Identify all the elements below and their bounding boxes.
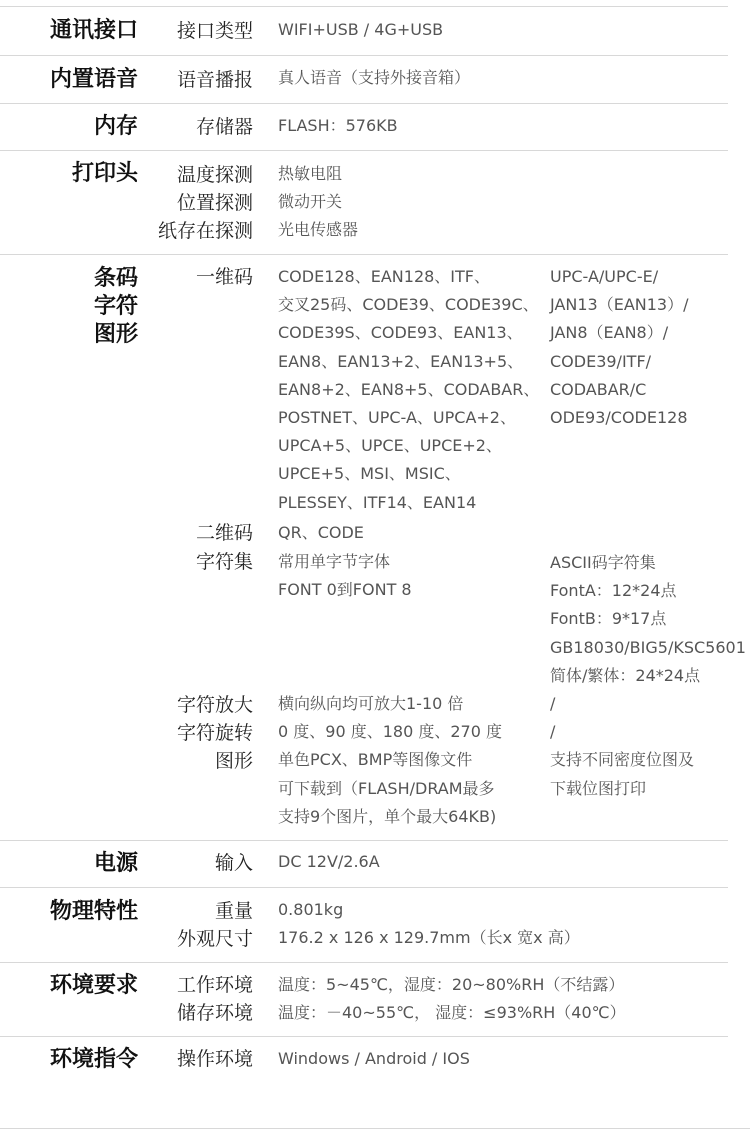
spec-value: CODE128、EAN128、ITF、 <box>278 267 490 286</box>
row-divider <box>0 1036 728 1037</box>
label-char-rotate: 字符旋转 <box>176 722 253 744</box>
spec-value: 交叉25码、CODE39、CODE39C、 <box>278 295 539 315</box>
values-physical <box>278 896 580 952</box>
values2-char-scale-rotate-graphic <box>550 690 694 803</box>
label-operating-env: 工作环境 <box>176 974 253 996</box>
spec-value: JAN8（EAN8）/ <box>550 323 669 343</box>
category-line: 字符 <box>93 294 138 319</box>
spec-value: 支持不同密度位图及 <box>550 750 695 770</box>
spec-value: CODE39S、CODE93、EAN13、 <box>278 323 523 343</box>
values2-1d-barcode <box>550 263 689 432</box>
spec-value: FLASH：576KB <box>278 116 398 135</box>
row-divider <box>0 150 728 151</box>
value-paper-detect: 光电传感器 <box>278 220 359 240</box>
label-position-detect: 位置探测 <box>176 192 253 214</box>
value-char-scale: 横向纵向均可放大1-10 倍 <box>278 694 464 713</box>
category-communication <box>50 17 138 45</box>
spec-label: 语音播报 <box>176 69 253 91</box>
value-weight: 0.801kg <box>278 900 344 919</box>
value-storage-env: 温度：－40~55℃， 湿度：≤93%RH（40℃） <box>278 1003 626 1023</box>
bottom-divider <box>0 1128 750 1129</box>
row-divider <box>0 254 728 255</box>
spec-label: 一维码 <box>195 266 253 288</box>
value-char-rotate: 0 度、90 度、180 度、270 度 <box>278 722 502 742</box>
category-memory <box>94 113 138 141</box>
label-graphic: 图形 <box>214 750 253 772</box>
spec-label: 输入 <box>214 852 253 874</box>
spec-value: 真人语音（支持外接音箱） <box>278 68 471 87</box>
category-environment <box>50 972 138 1000</box>
spec-label: 字符集 <box>195 551 253 573</box>
category-line: 条码 <box>93 266 138 291</box>
label-weight: 重量 <box>214 900 253 922</box>
value-power-input <box>278 848 380 876</box>
label-storage <box>196 113 253 141</box>
spec-value: UPC-A/UPC-E/ <box>550 267 659 286</box>
value-voice-broadcast <box>278 64 470 92</box>
category-line: 电源 <box>93 851 138 876</box>
label-power-input <box>215 849 253 877</box>
spec-value: FONT 0到FONT 8 <box>278 580 412 600</box>
value-position-detect: 微动开关 <box>278 192 343 212</box>
label-paper-detect: 纸存在探测 <box>157 220 253 242</box>
top-divider <box>0 6 728 7</box>
values-char-scale-rotate-graphic <box>278 690 502 831</box>
spec-value: 可下载到（FLASH/DRAM最多 <box>278 778 495 798</box>
category-line: 内存 <box>93 114 138 139</box>
value-2d-barcode <box>278 519 364 547</box>
spec-value: 常用单字节字体 <box>278 552 391 571</box>
spec-value: UPCE+5、MSI、MSIC、 <box>278 464 461 484</box>
spec-value: ASCII码字符集 <box>550 553 656 572</box>
values-1d-barcode <box>278 263 539 517</box>
label-storage-env: 储存环境 <box>176 1002 253 1024</box>
spec-value: FontA：12*24点 <box>550 581 677 601</box>
values-charset <box>278 548 412 604</box>
category-line: 环境要求 <box>49 973 138 998</box>
spec-label: 操作环境 <box>176 1048 253 1070</box>
category-power <box>94 850 138 878</box>
category-line: 内置语音 <box>49 67 138 92</box>
label-2d-barcode <box>196 519 253 547</box>
label-temperature-detect: 温度探测 <box>176 164 253 186</box>
spec-value: FontB：9*17点 <box>550 609 667 629</box>
row-divider <box>0 55 728 56</box>
spec-label: 二维码 <box>195 522 253 544</box>
spec-value: Windows / Android / IOS <box>278 1049 470 1068</box>
row-divider <box>0 962 728 963</box>
label-operating-system <box>177 1045 253 1073</box>
spec-value: CODABAR/C <box>550 379 647 399</box>
spec-value: ODE93/CODE128 <box>550 408 688 428</box>
value-temperature-detect: 热敏电阻 <box>278 164 343 183</box>
category-line: 物理特性 <box>49 899 138 924</box>
row-divider <box>0 103 728 104</box>
labels-print-head <box>158 161 253 245</box>
value-interface-type <box>278 16 443 44</box>
label-interface-type <box>177 17 253 45</box>
category-line: 打印头 <box>71 161 138 186</box>
label-1d-barcode <box>196 263 253 291</box>
value-operating-env: 温度：5~45℃，湿度：20~80%RH（不结露） <box>278 975 625 994</box>
row-divider <box>0 840 728 841</box>
label-char-scale: 字符放大 <box>176 694 253 716</box>
row-divider <box>0 887 728 888</box>
category-barcode-char-graphic <box>94 265 138 349</box>
spec-value: 下载位图打印 <box>550 778 647 798</box>
category-physical <box>50 898 138 926</box>
value-storage <box>278 112 398 140</box>
values-environment <box>278 971 626 1027</box>
spec-value: UPCA+5、UPCE、UPCE+2、 <box>278 436 502 456</box>
category-os-env <box>50 1046 138 1074</box>
spec-value: 单色PCX、BMP等图像文件 <box>278 750 473 770</box>
label-dimensions: 外观尺寸 <box>176 928 253 950</box>
value2-char-scale: / <box>550 694 556 713</box>
spec-value: GB18030/BIG5/KSC5601 <box>550 637 746 657</box>
labels-char-scale-rotate-graphic <box>177 691 253 775</box>
label-voice-broadcast <box>177 66 253 94</box>
spec-label: 存储器 <box>195 116 253 138</box>
spec-value: JAN13（EAN13）/ <box>550 295 689 315</box>
spec-value: PLESSEY、ITF14、EAN14 <box>278 492 477 512</box>
spec-value: 支持9个图片，单个最大64KB) <box>278 806 497 826</box>
spec-value: DC 12V/2.6A <box>278 852 380 871</box>
value2-char-rotate: / <box>550 722 556 742</box>
category-line: 图形 <box>93 322 138 347</box>
values2-charset <box>550 549 746 690</box>
value-dimensions: 176.2 x 126 x 129.7mm（长x 宽x 高） <box>278 928 580 948</box>
spec-value: 简体/繁体：24*24点 <box>550 665 701 685</box>
category-voice <box>50 66 138 94</box>
spec-label: 接口类型 <box>176 20 253 42</box>
values-print-head <box>278 160 358 245</box>
labels-environment <box>177 971 253 1027</box>
label-charset <box>196 548 253 576</box>
spec-value: WIFI+USB / 4G+USB <box>278 20 444 39</box>
category-line: 通讯接口 <box>49 18 138 43</box>
category-line: 环境指令 <box>49 1047 138 1072</box>
spec-value: CODE39/ITF/ <box>550 351 652 371</box>
value-operating-system <box>278 1045 470 1073</box>
spec-value: QR、CODE <box>278 523 364 542</box>
spec-value: EAN8+2、EAN8+5、CODABAR、 <box>278 379 540 399</box>
spec-value: POSTNET、UPC-A、UPCA+2、 <box>278 408 516 428</box>
spec-value: EAN8、EAN13+2、EAN13+5、 <box>278 351 524 371</box>
category-print-head <box>72 160 138 188</box>
labels-physical <box>177 897 253 953</box>
